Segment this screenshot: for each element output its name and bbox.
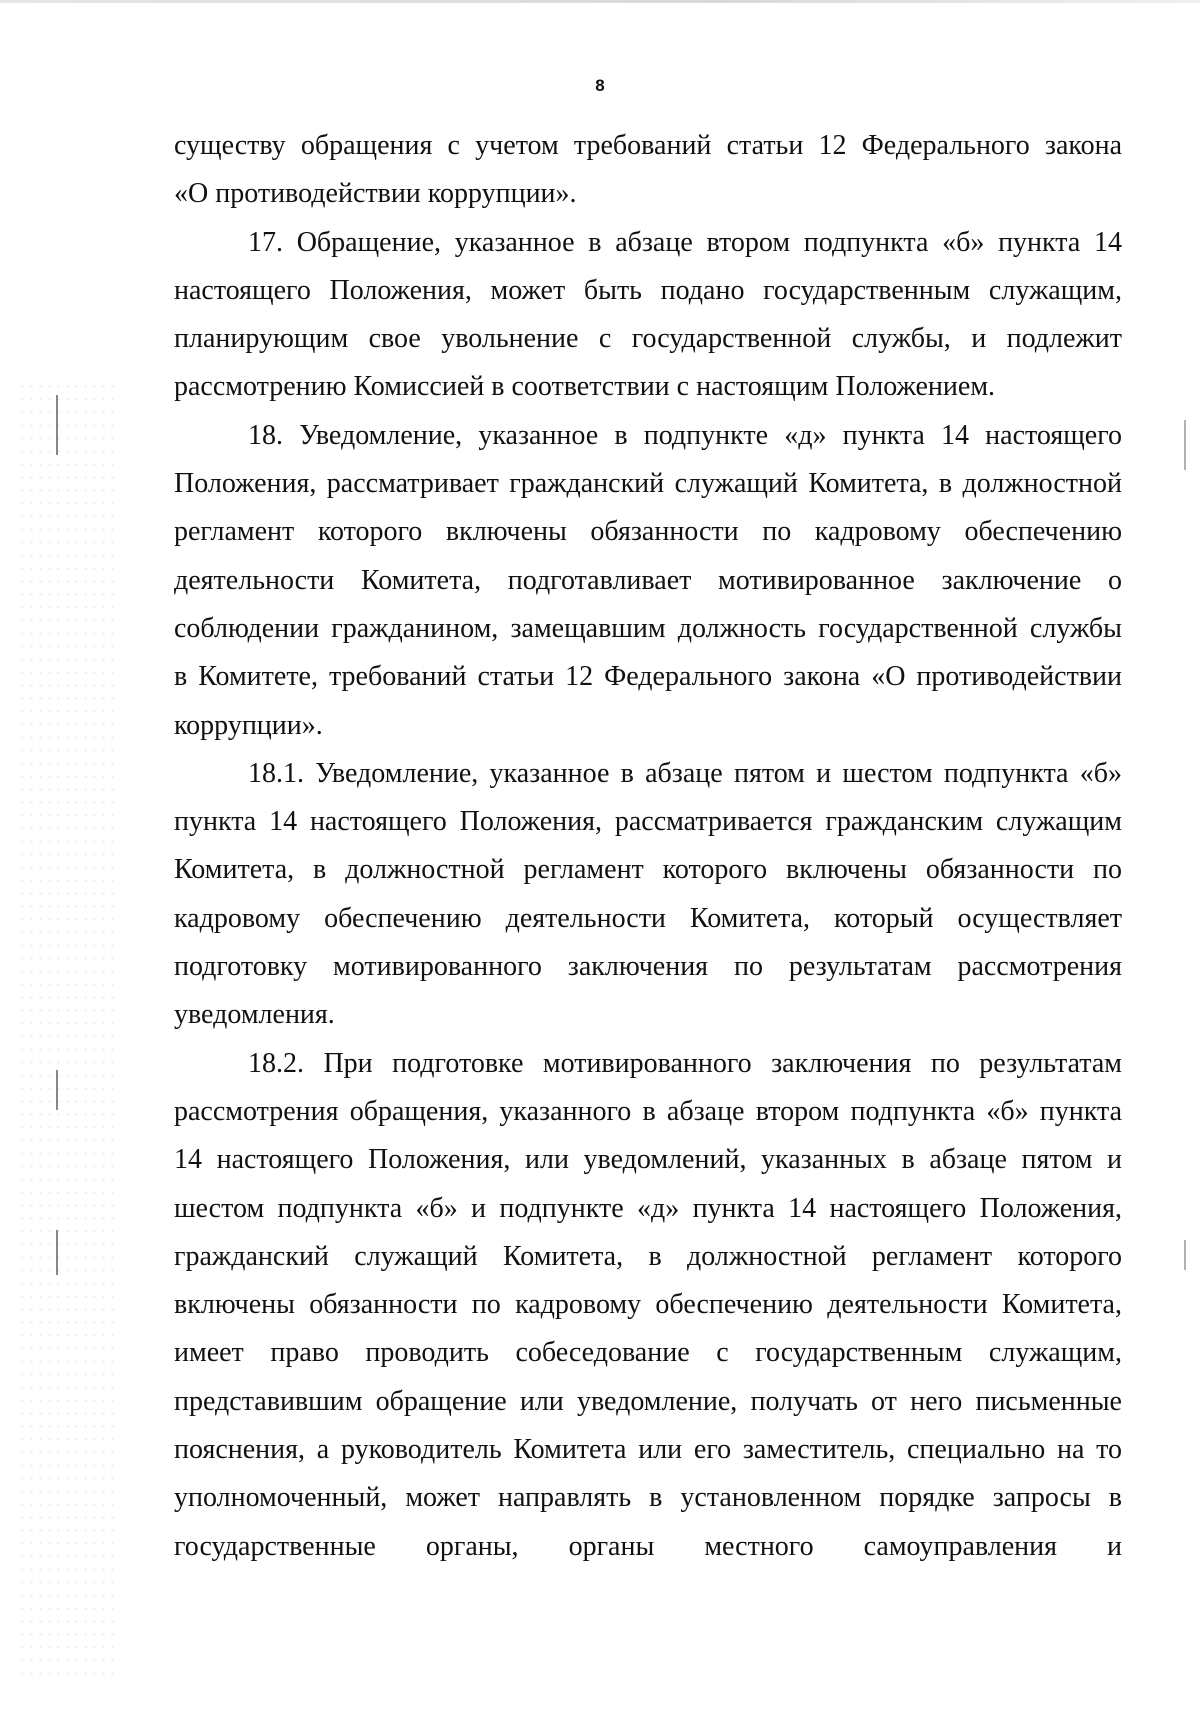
- text-line: государственные органы, органы местного самоуправления и: [174, 1530, 1122, 1562]
- text-line: кадровому обеспечению деятельности Комитета, который осуществляет: [174, 902, 1122, 934]
- page-number: 8: [595, 76, 605, 95]
- text-line: шестом подпункта «б» и подпункте «д» пункта 14 настоящего Положения,: [174, 1192, 1122, 1224]
- text-line: коррупции».: [174, 709, 323, 741]
- text-line: подготовку мотивированного заключения по результатам рассмотрения: [174, 951, 1122, 983]
- text-line: имеет право проводить собеседование с государственным служащим,: [174, 1337, 1122, 1369]
- text-line: 14 настоящего Положения, или уведомлений, указанных в абзаце пятом и: [174, 1144, 1122, 1176]
- text-line: 18. Уведомление, указанное в подпункте «д» пункта 14 настоящего: [248, 419, 1122, 451]
- text-line: представившим обращение или уведомление, получать от него письменные: [174, 1385, 1122, 1417]
- text-line: пункта 14 настоящего Положения, рассматривается гражданским служащим: [174, 806, 1122, 838]
- text-line: регламент которого включены обязанности по кадровому обеспечению: [174, 516, 1122, 548]
- text-line: уполномоченный, может направлять в установленном порядке запросы в: [174, 1482, 1122, 1514]
- text-line: в Комитете, требований статьи 12 Федерального закона «О противодействии: [174, 661, 1122, 693]
- text-line: рассмотрения обращения, указанного в абзаце втором подпункта «б» пункта: [174, 1095, 1122, 1127]
- scan-mark-artifact: [1184, 420, 1186, 470]
- text-line: рассмотрению Комиссией в соответствии с настоящим Положением.: [174, 371, 996, 403]
- scan-edge-artifact: [0, 0, 1200, 3]
- text-line: 18.2. При подготовке мотивированного заключения по результатам: [248, 1047, 1122, 1079]
- text-line: деятельности Комитета, подготавливает мотивированное заключение о: [174, 564, 1122, 596]
- body-text: [174, 122, 1122, 1571]
- text-line: планирующим свое увольнение с государственной службы, и подлежит: [174, 323, 1122, 355]
- scan-mark-artifact: [1184, 1240, 1186, 1270]
- scan-noise-artifact: [18, 380, 118, 1680]
- scan-mark-artifact: [56, 395, 58, 455]
- scan-mark-artifact: [56, 1070, 58, 1110]
- text-line: настоящего Положения, может быть подано государственным служащим,: [174, 274, 1122, 306]
- text-line: включены обязанности по кадровому обеспечению деятельности Комитета,: [174, 1289, 1122, 1321]
- text-line: «О противодействии коррупции».: [174, 178, 577, 210]
- text-line: 18.1. Уведомление, указанное в абзаце пятом и шестом подпункта «б»: [248, 757, 1122, 789]
- text-line: пояснения, а руководитель Комитета или его заместитель, специально на то: [174, 1434, 1122, 1466]
- text-line: уведомления.: [174, 999, 335, 1031]
- text-line: гражданский служащий Комитета, в должностной регламент которого: [174, 1240, 1122, 1272]
- text-line: Положения, рассматривает гражданский служащий Комитета, в должностной: [174, 468, 1122, 500]
- text-line: Комитета, в должностной регламент которого включены обязанности по: [174, 854, 1122, 886]
- text-line: 17. Обращение, указанное в абзаце втором подпункта «б» пункта 14: [248, 226, 1122, 258]
- text-line: соблюдении гражданином, замещавшим должность государственной службы: [174, 612, 1122, 644]
- text-line: существу обращения с учетом требований статьи 12 Федерального закона: [174, 130, 1122, 161]
- scan-mark-artifact: [56, 1230, 58, 1275]
